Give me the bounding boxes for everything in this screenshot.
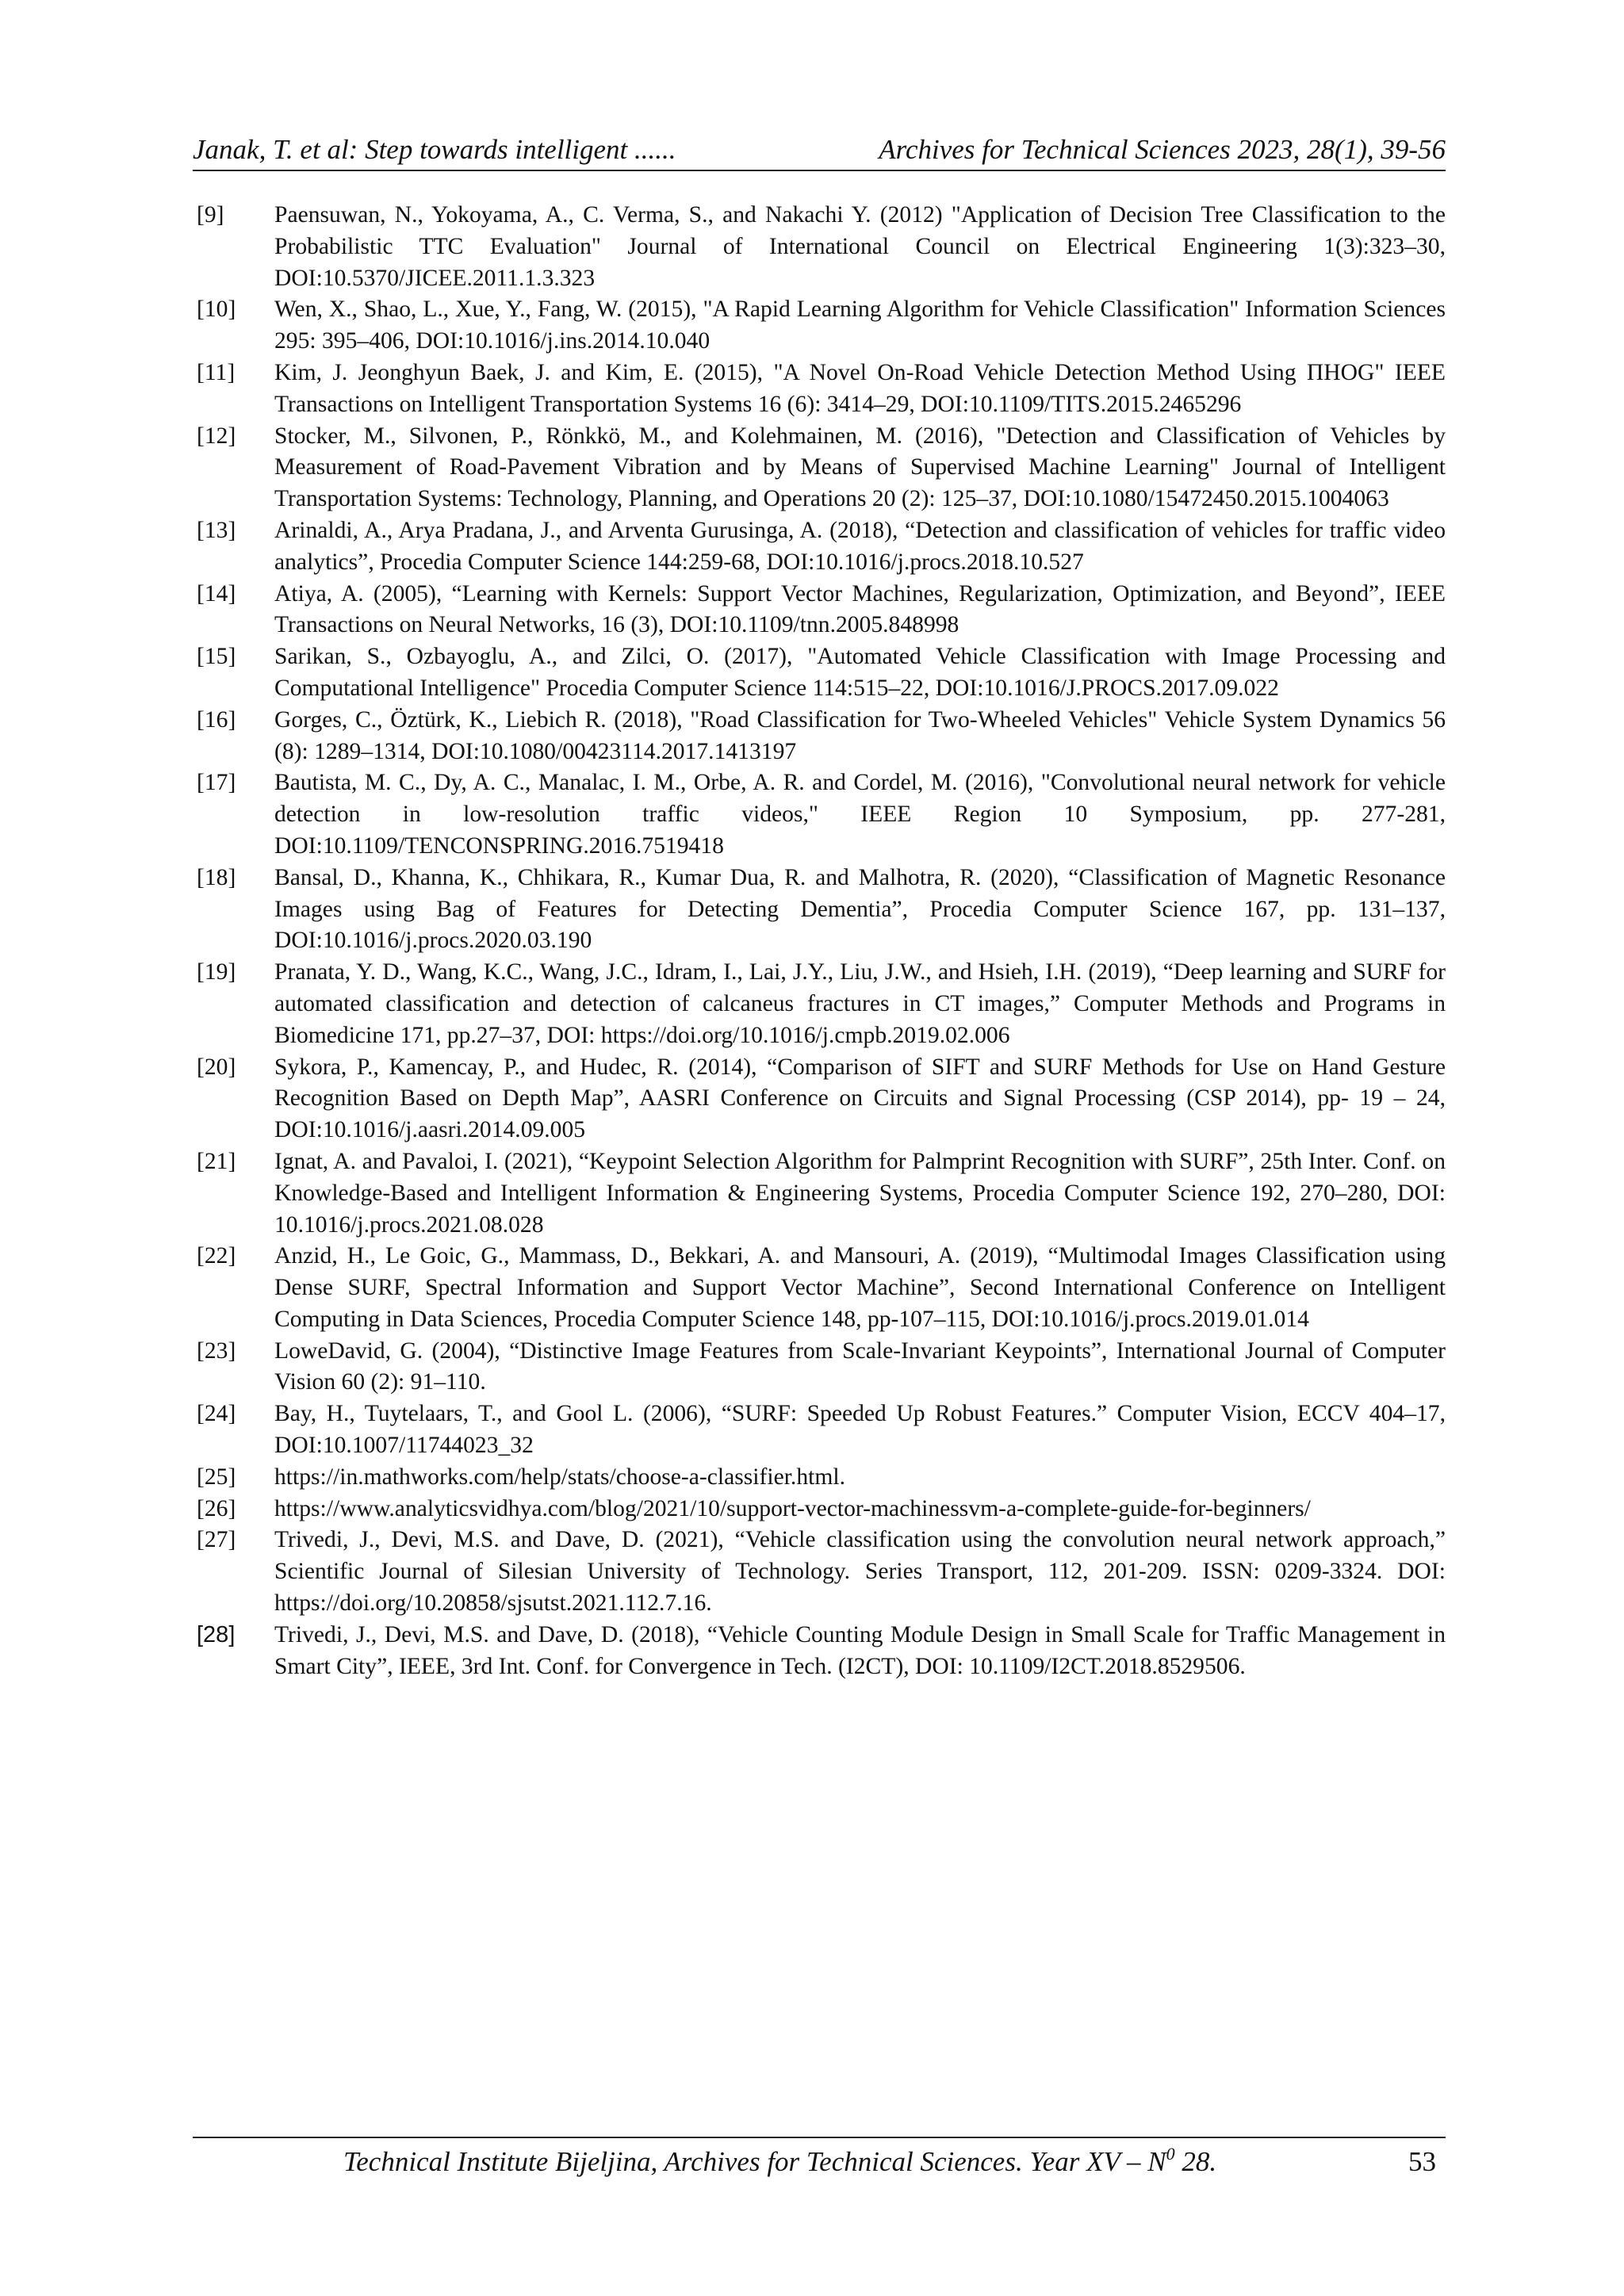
reference-number: [22]: [197, 1243, 236, 1269]
reference-number: [13]: [197, 517, 236, 543]
reference-item: [197, 1525, 1446, 1619]
reference-url[interactable]: https://in.mathworks.com/help/stats/choose-a-classifier.html.: [274, 1464, 845, 1490]
reference-url[interactable]: https://www.analyticsvidhya.com/blog/2021/10/support-vector-machinessvm-a-complete-guide-for-beginners/: [274, 1495, 1311, 1521]
reference-item: [197, 957, 1446, 1051]
footer-journal-info: [343, 2144, 1216, 2180]
header-authors-title: Janak, T. et al: Step towards intelligent ......: [193, 134, 676, 165]
reference-item: [197, 1241, 1446, 1335]
reference-item: [197, 863, 1446, 957]
reference-text: Stocker, M., Silvonen, P., Rönkkö, M., and Kolehmainen, M. (2016), "Detection and Classification of Vehicles by Measurement of Road-Pavement Vibration and by Means of Supervised Machine Learning" Journal of Intelligent Transportation Systems: Technology, Planning, and Operations 20 (2): 125–37, DOI:10.1080/15472450.2015.1004063: [274, 423, 1446, 512]
footer-text-end: 28.: [1174, 2146, 1217, 2177]
reference-number: [9]: [197, 202, 224, 228]
reference-item: [197, 705, 1446, 768]
reference-number: [16]: [197, 706, 236, 733]
reference-text: Bautista, M. C., Dy, A. C., Manalac, I. M., Orbe, A. R. and Cordel, M. (2016), "Convolutional neural network for vehicle detection in low-resolution traffic videos," IEEE Region 10 Symposium, pp. 277-281, DOI:10.1109/TENCONSPRING.2016.7519418: [274, 770, 1446, 859]
running-header: [193, 132, 1446, 168]
reference-text: Gorges, C., Öztürk, K., Liebich R. (2018), "Road Classification for Two-Wheeled Vehicles" Vehicle System Dynamics 56 (8): 1289–1314, DOI:10.1080/00423114.2017.1413197: [274, 706, 1446, 764]
reference-text: Atiya, A. (2005), “Learning with Kernels: Support Vector Machines, Regularization, Optimization, and Beyond”, IEEE Transactions on Neural Networks, 16 (3), DOI:10.1109/tnn.2005.848998: [274, 580, 1446, 638]
reference-text: Anzid, H., Le Goic, G., Mammass, D., Bekkari, A. and Mansouri, A. (2019), “Multimodal Images Classification using Dense SURF, Spectral Information and Support Vector Machine”, Second International Conference on Intelligent Computing in Data Sciences, Procedia Computer Science 148, pp-107–115, DOI:10.1016/j.procs.2019.01.014: [274, 1243, 1446, 1332]
reference-text: LoweDavid, G. (2004), “Distinctive Image Features from Scale-Invariant Keypoints”, International Journal of Computer Vision 60 (2): 91–110.: [274, 1337, 1446, 1395]
reference-item: [197, 358, 1446, 421]
reference-item: [197, 767, 1446, 862]
header-journal-citation: Archives for Technical Sciences 2023, 28(1), 39-56: [879, 134, 1446, 165]
reference-list: [197, 200, 1446, 1682]
reference-number: [15]: [197, 644, 236, 670]
footer-text-main: Technical Institute Bijeljina, Archives for Technical Sciences. Year XV – N: [343, 2146, 1166, 2177]
reference-text: Arinaldi, A., Arya Pradana, J., and Arventa Gurusinga, A. (2018), “Detection and classification of vehicles for traffic video analytics”, Procedia Computer Science 144:259-68, DOI:10.1016/j.procs.2018.10.527: [274, 517, 1446, 575]
running-footer: [193, 2144, 1446, 2180]
reference-number: [23]: [197, 1337, 236, 1364]
reference-text: Paensuwan, N., Yokoyama, A., C. Verma, S., and Nakachi Y. (2012) "Application of Decision Tree Classification to the Probabilistic TTC Evaluation" Journal of International Council on Electrical Engineering 1(3):323–30, DOI:10.5370/JICEE.2011.1.3.323: [274, 202, 1446, 291]
page-number: 53: [1408, 2146, 1436, 2177]
reference-number: [21]: [197, 1148, 236, 1174]
reference-text: Wen, X., Shao, L., Xue, Y., Fang, W. (2015), "A Rapid Learning Algorithm for Vehicle Classification" Information Sciences 295: 395–406, DOI:10.1016/j.ins.2014.10.040: [274, 297, 1446, 354]
reference-text: Kim, J. Jeonghyun Baek, J. and Kim, E. (2015), "A Novel On-Road Vehicle Detection Method Using ΠHOG" IEEE Transactions on Intelligent Transportation Systems 16 (6): 3414–29, DOI:10.1109/TITS.2015.2465296: [274, 359, 1446, 417]
reference-item: [197, 1052, 1446, 1146]
reference-number: [17]: [197, 770, 236, 796]
reference-item: [197, 1620, 1446, 1683]
footer-divider: [193, 2137, 1446, 2138]
reference-item: [197, 1399, 1446, 1462]
reference-text: Sykora, P., Kamencay, P., and Hudec, R. (2014), “Comparison of SIFT and SURF Methods for Use on Hand Gesture Recognition Based on Depth Map”, AASRI Conference on Circuits and Signal Processing (CSP 2014), pp- 19 – 24, DOI:10.1016/j.aasri.2014.09.005: [274, 1054, 1446, 1143]
reference-text: Bay, H., Tuytelaars, T., and Gool L. (2006), “SURF: Speeded Up Robust Features.” Computer Vision, ECCV 404–17, DOI:10.1007/11744023_32: [274, 1401, 1446, 1459]
reference-number: [27]: [197, 1527, 236, 1553]
reference-text: Pranata, Y. D., Wang, K.C., Wang, J.C., Idram, I., Lai, J.Y., Liu, J.W., and Hsieh, I.H. (2019), “Deep learning and SURF for automated classification and detection of calcaneus fractures in CT images,” Computer Methods and Programs in Biomedicine 171, pp.27–37, DOI: https://doi.org/10.1016/j.cmpb.2019.02.006: [274, 959, 1446, 1048]
reference-text: Sarikan, S., Ozbayoglu, A., and Zilci, O. (2017), "Automated Vehicle Classification with Image Processing and Computational Intelligence" Procedia Computer Science 114:515–22, DOI:10.1016/J.PROCS.2017.09.022: [274, 644, 1446, 701]
reference-number: [24]: [197, 1401, 236, 1427]
reference-item: [197, 515, 1446, 579]
reference-number: [20]: [197, 1054, 236, 1080]
reference-text: Trivedi, J., Devi, M.S. and Dave, D. (2021), “Vehicle classification using the convolution neural network approach,” Scientific Journal of Silesian University of Technology. Series Transport, 112, 201-209. ISSN: 0209-3324. DOI: https://doi.org/10.20858/sjsutst.2021.112.7.16.: [274, 1527, 1446, 1617]
reference-item: [197, 421, 1446, 515]
reference-number: [25]: [197, 1464, 236, 1490]
reference-item: [197, 294, 1446, 358]
reference-number: [14]: [197, 580, 236, 607]
header-divider: [193, 170, 1446, 171]
reference-number: [28]: [197, 1621, 236, 1647]
reference-number: [19]: [197, 959, 236, 985]
reference-number: [26]: [197, 1495, 236, 1521]
reference-item: [197, 1462, 1446, 1494]
reference-number: [11]: [197, 359, 236, 385]
reference-item: [197, 200, 1446, 294]
reference-number: [10]: [197, 297, 236, 323]
reference-text: Ignat, A. and Pavaloi, I. (2021), “Keypoint Selection Algorithm for Palmprint Recognition with SURF”, 25th Inter. Conf. on Knowledge-Based and Intelligent Information & Engineering Systems, Procedia Computer Science 192, 270–280, DOI: 10.1016/j.procs.2021.08.028: [274, 1148, 1446, 1238]
footer-superscript: 0: [1166, 2144, 1175, 2164]
reference-item: [197, 641, 1446, 705]
reference-item: [197, 579, 1446, 642]
reference-item: [197, 1336, 1446, 1399]
reference-text: Bansal, D., Khanna, K., Chhikara, R., Kumar Dua, R. and Malhotra, R. (2020), “Classification of Magnetic Resonance Images using Bag of Features for Detecting Dementia”, Procedia Computer Science 167, pp. 131–137, DOI:10.1016/j.procs.2020.03.190: [274, 864, 1446, 954]
reference-item: [197, 1146, 1446, 1241]
reference-text: Trivedi, J., Devi, M.S. and Dave, D. (2018), “Vehicle Counting Module Design in Small Scale for Traffic Management in Smart City”, IEEE, 3rd Int. Conf. for Convergence in Tech. (I2CT), DOI: 10.1109/I2CT.2018.8529506.: [274, 1621, 1446, 1679]
reference-number: [12]: [197, 423, 236, 449]
reference-number: [18]: [197, 864, 236, 890]
reference-item: [197, 1494, 1446, 1525]
